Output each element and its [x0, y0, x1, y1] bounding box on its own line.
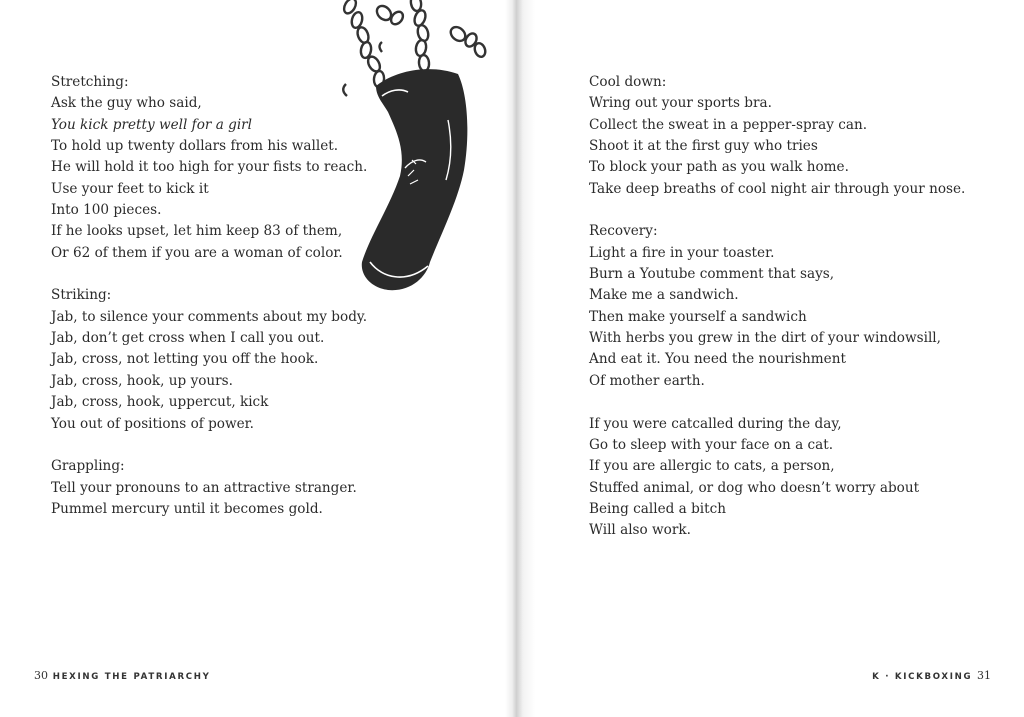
poem-stanza	[51, 72, 367, 264]
poem-line: Tell your pronouns to an attractive stranger.	[51, 479, 357, 496]
poem-line: Being called a bitch	[589, 500, 726, 517]
stanza-heading: Stretching:	[51, 74, 129, 90]
stanza-heading: Cool down:	[589, 74, 667, 90]
poem-stanza	[589, 221, 965, 392]
poem-line: Jab, cross, hook, up yours.	[51, 372, 233, 389]
poem-line: Light a fire in your toaster.	[589, 244, 775, 261]
poem-line: Pummel mercury until it becomes gold.	[51, 500, 323, 517]
right-page-footer	[872, 669, 991, 682]
book-title: HEXING THE PATRIARCHY	[52, 672, 211, 682]
poem-line: You kick pretty well for a girl	[51, 116, 253, 133]
right-poem-text	[589, 72, 965, 563]
left-poem-text	[51, 72, 367, 542]
page-number: 30	[34, 669, 48, 682]
page-number: 31	[977, 669, 991, 682]
poem-line: Wring out your sports bra.	[589, 95, 772, 112]
poem-stanza	[589, 414, 965, 542]
poem-line: To hold up twenty dollars from his wallet.	[51, 138, 339, 155]
poem-line: Take deep breaths of cool night air through your nose.	[589, 180, 966, 197]
poem-line: Jab, to silence your comments about my body.	[51, 308, 368, 325]
poem-line: If he looks upset, let him keep 83 of them,	[51, 223, 343, 240]
poem-line: Stuffed animal, or dog who doesn’t worry about	[589, 479, 920, 496]
poem-line: Will also work.	[589, 522, 691, 539]
poem-line: If you are allergic to cats, a person,	[589, 458, 835, 475]
stanza-heading: If you were catcalled during the day,	[589, 415, 842, 432]
book-gutter	[505, 0, 535, 717]
poem-line: Burn a Youtube comment that says,	[589, 266, 835, 283]
poem-line: Ask the guy who said,	[51, 95, 202, 112]
poem-line: Make me a sandwich.	[589, 287, 739, 304]
poem-line: Jab, cross, not letting you off the hook.	[51, 351, 319, 368]
poem-line: To block your path as you walk home.	[589, 159, 849, 176]
stanza-heading: Grappling:	[51, 458, 125, 475]
poem-line: Jab, cross, hook, uppercut, kick	[51, 394, 269, 411]
poem-line: He will hold it too high for your fists to reach.	[51, 159, 368, 176]
poem-stanza	[51, 456, 367, 520]
poem-line: Then make yourself a sandwich	[589, 308, 807, 325]
poem-line: Of mother earth.	[589, 372, 705, 389]
poem-line: Go to sleep with your face on a cat.	[589, 436, 834, 453]
poem-line: Or 62 of them if you are a woman of color.	[51, 244, 343, 261]
poem-line: Collect the sweat in a pepper-spray can.	[589, 116, 868, 133]
poem-line: And eat it. You need the nourishment	[589, 351, 846, 368]
poem-line: Shoot it at the first guy who tries	[589, 138, 818, 155]
poem-line: Use your feet to kick it	[51, 180, 209, 197]
poem-line: Into 100 pieces.	[51, 202, 162, 219]
poem-line: With herbs you grew in the dirt of your windowsill,	[589, 330, 941, 347]
poem-stanza	[589, 72, 965, 200]
poem-line: You out of positions of power.	[51, 415, 254, 432]
punching-bag-body	[362, 69, 468, 290]
chapter-title: K · KICKBOXING	[872, 672, 973, 682]
left-page-footer	[34, 669, 211, 682]
poem-line: Jab, don’t get cross when I call you out.	[51, 330, 325, 347]
stanza-heading: Recovery:	[589, 223, 658, 240]
poem-stanza	[51, 285, 367, 434]
stanza-heading: Striking:	[51, 287, 112, 304]
